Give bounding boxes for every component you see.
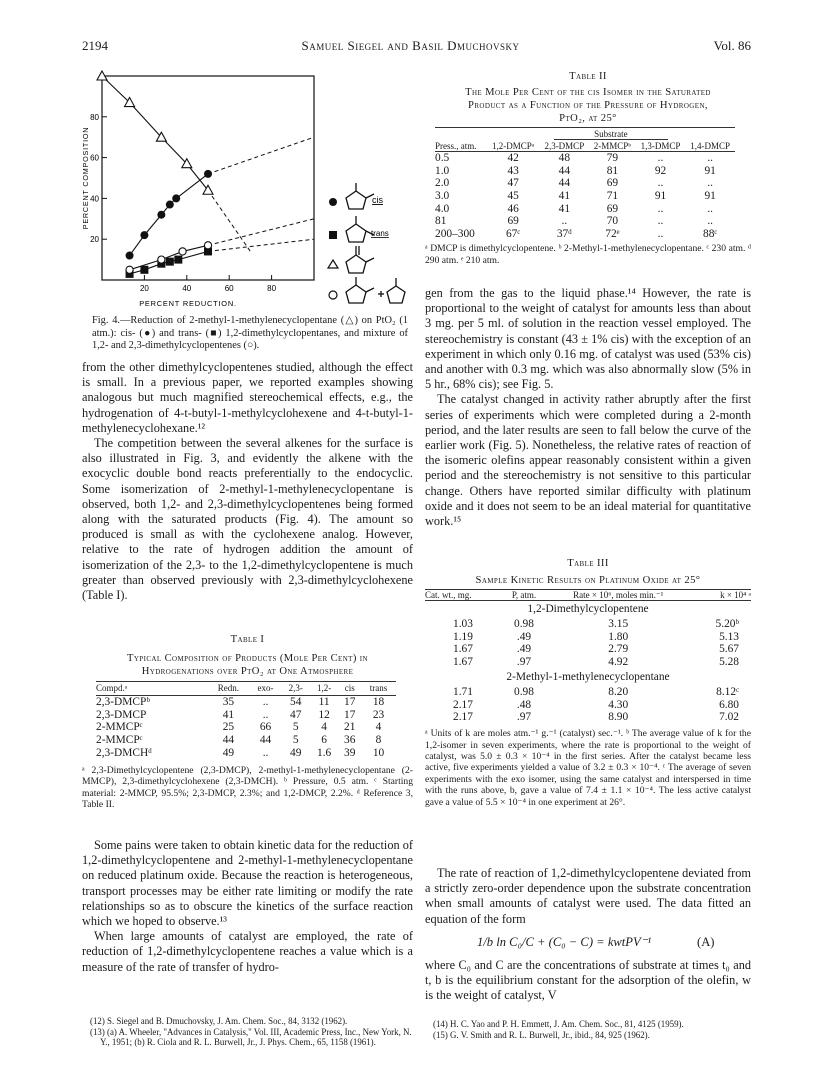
- table-1-note: ᵃ 2,3-Dimethylcyclopentene (2,3-DMCP), 2-methyl-1-methylenecyclopentane (2-MMCP), 2,3-dimethylcyclohexene (2,3-DMCH). ᵇ Pressure, 0.5 atm. ᶜ Starting material: 2-MMCP, 95.5%; 2,3-DMCP, 2.3%; and 1,2-DMCP, 2.2%. ᵈ Reference 3, Table II.: [82, 764, 413, 810]
- table-cell: 92: [654, 164, 667, 177]
- table-row: [425, 686, 751, 699]
- footnote: (14) H. C. Yao and P. H. Emmett, J. Am. Chem. Soc., 81, 4125 (1959).: [433, 1019, 684, 1029]
- table-2-title-line3: PtO₂, at 25°: [559, 113, 617, 124]
- table-row: [435, 152, 735, 165]
- table-cell: 37ᵈ: [556, 227, 572, 240]
- table-3-note: ᵃ Units of k are moles atm.⁻¹ g.⁻¹ (catalyst) sec.⁻¹. ᵇ The average value of k for the 1,2-isomer in seven experiments, where the rate is proportional to the weight of catalyst, was 5.0 ± 0.3 × 10⁻⁴ in the first series. After the catalyst became less active, five experiments yielded a value of 3.2 ± 0.3 × 10⁻⁴. ᶜ The average of seven experiments with the exo isomer, using the same catalyst and interspersed in time with the runs above, b, gave a value of 7.4 ± 1.1 × 10⁻⁴. The less active catalyst gave a value of 5.5 × 10⁻⁴ in one experiment at 26°.: [425, 728, 751, 808]
- figure-caption: Fig. 4.—Reduction of 2-methyl-1-methylenecyclopentane (△) on PtO₂ (1 atm.): cis- (●) and trans- (■) 1,2-dimethylcyclopentanes, and mixture of 1,2- and 2,3-dimethylcyclopentenes (○).: [92, 315, 408, 352]
- table-cell: 44: [558, 164, 571, 177]
- table-group-row: [425, 601, 751, 618]
- table-cell: 1.6: [317, 746, 332, 759]
- table-cell: 2,3-DMCHᵈ: [96, 746, 152, 759]
- table-2-title-line2: Product as a Function of the Pressure of Hydrogen,: [468, 100, 708, 111]
- data-point-cis: [126, 252, 134, 260]
- table-3-grid: [425, 589, 751, 724]
- table-cell: ..: [657, 177, 664, 190]
- left-column-continued: [82, 838, 413, 975]
- table-cell: 0.98: [514, 685, 534, 698]
- column-header: Compd.ᵃ: [96, 683, 128, 693]
- table-cell: 47: [507, 177, 519, 190]
- data-point-cis: [166, 201, 174, 209]
- table-cell: 67ᶜ: [505, 227, 521, 240]
- column-header: exo-: [257, 683, 274, 693]
- table-cell: 2.17: [453, 711, 473, 724]
- equation-a: [425, 931, 751, 955]
- table-cell: 2.79: [608, 643, 629, 656]
- table-cell: 69: [606, 177, 619, 190]
- table-cell: 79: [606, 152, 619, 165]
- table-2-grid: [435, 127, 735, 240]
- footnote: (12) S. Siegel and B. Dmuchovsky, J. Am. Chem. Soc., 84, 3132 (1962).: [90, 1016, 348, 1026]
- column-header: 1,2-DMCPᵃ: [492, 140, 535, 151]
- table-cell: 49: [222, 746, 235, 759]
- table-cell: 10: [372, 746, 385, 759]
- table-row: [96, 721, 396, 734]
- table-3-label: Table III: [567, 558, 609, 569]
- footnote: (13) (a) A. Wheeler, "Advances in Catalysis," Vol. III, Academic Press, Inc., New York, N. Y., 1951; (b) R. Ciola and R. L. Burwell, Jr., J. Phys. Chem., 65, 1158 (1961).: [90, 1026, 412, 1048]
- column-header: Rate × 10⁶, moles min.⁻¹: [573, 590, 664, 600]
- table-cell: 6: [321, 734, 327, 747]
- table-cell: 5: [292, 721, 299, 734]
- table-1-grid: [96, 681, 396, 760]
- table-1-title: Typical Composition of Products (Mole Per Cent) in: [126, 653, 368, 664]
- paragraph: When large amounts of catalyst are employed, the rate of reduction of 1,2-dimethylcyclopentene reaches a value which is a measure of the rate of transfer of hydro-: [82, 929, 413, 974]
- table-cell: .48: [516, 698, 532, 711]
- table-cell: 2,3-DMCP: [96, 708, 147, 721]
- data-point-cyclopentenes: [158, 256, 165, 263]
- column-header: Redn.: [217, 683, 240, 693]
- data-point-cis: [204, 170, 212, 178]
- table-group-label: 2-Methyl-1-methylenecyclopentane: [506, 670, 670, 683]
- table-cell: 41: [558, 189, 571, 202]
- table-cell: 7.02: [719, 711, 739, 724]
- table-cell: 5.28: [719, 656, 739, 669]
- legend-trans-label: trans: [371, 229, 389, 238]
- table-cell: 0.5: [435, 152, 450, 165]
- column-header: 2,3-: [288, 683, 303, 693]
- table-cell: 91: [654, 189, 667, 202]
- header-title: Samuel Siegel and Basil Dmuchovsky: [301, 38, 520, 53]
- x-tick-label: 80: [267, 284, 277, 293]
- table-cell: 1.0: [435, 164, 450, 177]
- table-row: [425, 699, 751, 712]
- table-row: [435, 228, 735, 241]
- table-row: [435, 165, 735, 178]
- table-cell: 42: [507, 152, 519, 165]
- table-cell: 44: [222, 734, 235, 747]
- table-cell: 21: [344, 721, 356, 734]
- right-footnotes: [425, 1019, 751, 1040]
- table-row: [425, 631, 751, 644]
- table-cell: 8.12ᶜ: [716, 685, 739, 698]
- table-cell: ..: [262, 708, 269, 721]
- column-header: 2-MMCPᵇ: [593, 140, 632, 151]
- table-cell: ..: [657, 152, 664, 165]
- table-cell: 17: [344, 695, 356, 708]
- table-cell: 47: [290, 708, 302, 721]
- table-cell: 81: [435, 215, 447, 228]
- table-cell: 200–300: [435, 227, 475, 240]
- table-cell: ..: [707, 177, 714, 190]
- y-tick-label: 20: [90, 235, 99, 245]
- table-2-title: The Mole Per Cent of the cis Isomer in the Saturated: [465, 87, 711, 98]
- paragraph: Some pains were taken to obtain kinetic data for the reduction of 1,2-dimethylcyclopentene and 2-methyl-1-methylenecyclopentane on reduced platinum oxide. Because the reaction is heterogeneous, transport processes may be either rate limiting or modify the rate relationships so as to obscure the kinetics of the surface reaction which we hoped to observe.¹³: [82, 838, 413, 929]
- table-1-title-line2: Hydrogenations over PtO₂ at One Atmosphere: [141, 666, 354, 677]
- column-header: trans: [369, 683, 388, 693]
- table-cell: 71: [606, 189, 619, 202]
- table-cell: 2.0: [435, 177, 450, 190]
- table-cell: 4: [321, 721, 327, 734]
- data-point-trans: [166, 258, 174, 266]
- y-tick-label: 40: [90, 194, 99, 204]
- table-cell: 5: [292, 734, 299, 747]
- table-row: [425, 618, 751, 631]
- table-row: [96, 709, 396, 722]
- table-cell: 48: [558, 152, 571, 165]
- left-footnotes: [82, 1016, 413, 1048]
- table-cell: 91: [704, 189, 716, 202]
- column-header: 1,3-DMCP: [640, 140, 681, 151]
- table-2-note: ᵃ DMCP is dimethylcyclopentene. ᵇ 2-Methyl-1-methylenecyclopentane. ᶜ 230 atm. ᵈ 290 atm. ᵉ 210 atm.: [425, 243, 751, 266]
- table-cell: 36: [344, 734, 356, 747]
- left-column: [82, 360, 413, 603]
- legend-markers: [328, 198, 338, 299]
- table-cell: 72ᵉ: [605, 227, 620, 240]
- table-cell: 1.80: [608, 630, 629, 643]
- footnote: (15) G. V. Smith and R. L. Burwell, Jr., ibid., 84, 925 (1962).: [433, 1029, 650, 1040]
- right-column-continued: [425, 866, 751, 1003]
- data-point-cis: [172, 194, 180, 202]
- table-cell: ..: [657, 202, 664, 215]
- column-header: 2,3-DMCP: [544, 140, 585, 151]
- table-cell: 5.13: [719, 630, 739, 643]
- table-cell: ..: [657, 227, 664, 240]
- table-cell: .49: [516, 630, 532, 643]
- column-header: cis: [344, 683, 355, 693]
- table-cell: 18: [372, 695, 385, 708]
- table-cell: 91: [704, 164, 716, 177]
- table-group-label: 1,2-Dimethylcyclopentene: [527, 603, 649, 615]
- table-3: [425, 557, 751, 808]
- data-point-cyclopentenes: [126, 266, 133, 273]
- table-cell: 1.03: [453, 617, 473, 630]
- table-cell: 2-MMCPᶜ: [96, 734, 143, 747]
- table-cell: 8: [375, 734, 382, 747]
- table-cell: 12: [318, 708, 330, 721]
- figure-4-chart: [78, 70, 410, 310]
- table-cell: 70: [606, 215, 619, 228]
- x-axis-label: PERCENT REDUCTION.: [139, 299, 237, 308]
- table-cell: 5.20ᵇ: [715, 617, 739, 630]
- table-cell: 41: [222, 708, 235, 721]
- table-cell: 69: [507, 215, 519, 228]
- table-cell: 2.17: [453, 698, 473, 711]
- column-header: Press., atm.: [435, 140, 477, 151]
- table-cell: 4.92: [608, 656, 629, 669]
- table-cell: 11: [318, 695, 330, 708]
- column-header: k × 10⁴ ᵃ: [720, 590, 751, 600]
- table-cell: 17: [344, 708, 356, 721]
- right-column: [425, 286, 751, 529]
- data-point-trans: [140, 266, 148, 274]
- table-cell: 2-MMCPᶜ: [96, 721, 143, 734]
- table-row: [425, 711, 751, 724]
- series-extrapolation: [208, 190, 250, 251]
- table-row: [435, 203, 735, 216]
- x-tick-label: 60: [224, 284, 234, 293]
- table-cell: 4.0: [435, 202, 450, 215]
- table-cell: 2,3-DMCPᵇ: [96, 695, 150, 708]
- table-cell: 69: [606, 202, 619, 215]
- table-cell: ..: [262, 746, 269, 759]
- series-extrapolation: [208, 219, 314, 246]
- table-cell: ..: [657, 215, 664, 228]
- table-cell: ..: [707, 215, 714, 228]
- table-3-title: Sample Kinetic Results on Platinum Oxide at 25°: [475, 575, 701, 586]
- column-header: 1,2-: [317, 683, 332, 693]
- table-cell: 8.20: [608, 685, 629, 698]
- table-cell: 1.67: [453, 643, 473, 656]
- paragraph: gen from the gas to the liquid phase.¹⁴ However, the rate is proportional to the weight of catalyst for amounts less than about 3 mg. per 5 ml. of solution in the reaction vessel employed. The stereochemistry is constant (43 ± 1% cis) with the exception of an experiment in which only 0.16 mg. of catalyst was used (53% cis) and another with 0.3 mg. which was also abnormally slow (5% in 5 hr., 68% cis); see Fig. 5.: [425, 286, 751, 392]
- table-row: [435, 177, 735, 190]
- data-point-cyclopentenes: [179, 248, 186, 255]
- column-header: Cat. wt., mg.: [425, 590, 472, 600]
- paragraph: The rate of reaction of 1,2-dimethylcyclopentene deviated from a strictly zero-order dependence upon the substrate concentration when small amounts of catalyst were used. The data fitted an equation of the form: [425, 866, 751, 926]
- table-cell: 54: [290, 695, 302, 708]
- volume-label: Vol. 86: [713, 38, 751, 53]
- y-axis-label: PERCENT COMPOSITION: [81, 126, 90, 230]
- data-point-trans: [174, 256, 182, 264]
- series-extrapolation: [208, 137, 314, 174]
- table-cell: 88ᶜ: [703, 227, 718, 240]
- equation: 1/b ln C₀/C + (C₀ − C) = kwtPV⁻¹: [477, 934, 652, 949]
- running-header: [0, 38, 821, 58]
- table-row: [425, 643, 751, 656]
- x-tick-label: 40: [182, 284, 192, 293]
- table-cell: ..: [262, 695, 269, 708]
- table-row: [96, 734, 396, 747]
- table-2-label: Table II: [569, 71, 607, 82]
- table-cell: 25: [222, 721, 235, 734]
- table-cell: ..: [707, 152, 714, 165]
- y-tick-label: 80: [90, 112, 99, 122]
- table-cell: 35: [222, 695, 235, 708]
- table-cell: 44: [259, 734, 272, 747]
- y-tick-label: 60: [90, 153, 99, 163]
- series-line: [102, 76, 208, 190]
- table-cell: 1.67: [453, 656, 473, 669]
- table-1: [82, 633, 413, 810]
- table-cell: 5.67: [719, 643, 739, 656]
- table-cell: 45: [507, 189, 519, 202]
- table-cell: 43: [507, 164, 519, 177]
- table-1-label: Table I: [230, 634, 265, 645]
- column-header: P, atm.: [511, 590, 537, 600]
- table-row: [435, 190, 735, 203]
- column-header: 1,4-DMCP: [690, 140, 731, 151]
- table-cell: .97: [516, 656, 532, 669]
- paragraph: from the other dimethylcyclopentenes studied, although the effect is small. In a previous paper, we reported examples showing analogous but much magnified stereochemical effects, e.g., the hydrogenation of 4-t-butyl-1-methylcyclohexene and 4-t-butyl-1-methylenecyclohexane.¹²: [82, 360, 413, 435]
- table-cell: 46: [507, 202, 519, 215]
- table-cell: 4: [375, 721, 382, 734]
- table-cell: 6.80: [719, 698, 739, 711]
- table-cell: 8.90: [608, 711, 629, 724]
- data-point-cyclopentenes: [204, 242, 211, 249]
- paragraph: where C₀ and C are the concentrations of substrate at times t₀ and t, b is the equilibrium constant for the adsorption of the olefin, w is the weight of catalyst, V: [425, 957, 751, 1003]
- table-cell: 1.19: [453, 630, 473, 643]
- substrate-heading: Substrate: [554, 129, 668, 140]
- table-cell: 3.15: [608, 617, 629, 630]
- table-group-row: [425, 669, 751, 686]
- table-row: [96, 747, 396, 760]
- x-tick-label: 20: [139, 284, 149, 293]
- table-cell: 4.30: [608, 698, 629, 711]
- table-row: [435, 215, 735, 228]
- table-cell: 1.71: [453, 685, 473, 698]
- table-cell: 81: [606, 164, 619, 177]
- table-cell: 23: [372, 708, 385, 721]
- table-cell: ..: [707, 202, 714, 215]
- table-cell: 0.98: [514, 617, 534, 630]
- table-cell: 41: [558, 202, 571, 215]
- paragraph: The catalyst changed in activity rather abruptly after the first series of experiments which were completed during a 2-month period, and the later results are seen to fall below the curve of the earlier work (Fig. 5). Nonetheless, the relative rates of reaction of the isomeric olefins appear reasonably consistent within a given period and the stereochemistry is not sensitive to this particular change. Others have reported similar difficulty with platinum oxide and it does not seem to be an ideal material for quantitative work.¹⁵: [425, 392, 751, 529]
- table-cell: .49: [516, 643, 532, 656]
- table-cell: 39: [344, 746, 356, 759]
- table-cell: 3.0: [435, 189, 450, 202]
- data-point-cis: [140, 231, 148, 239]
- figure-4: [78, 70, 410, 310]
- data-point-cis: [157, 211, 165, 219]
- legend-cis-label: cis: [372, 195, 383, 205]
- equation-number: (A): [697, 934, 715, 949]
- paragraph: The competition between the several alkenes for the surface is also illustrated in Fig. 3, and evidently the alkene with the exocyclic double bond reacts preferentially to the endocyclic. Some isomerization of 2-methyl-1-methylenecyclopentane is observed, both 1,2- and 2,3-dimethylcyclopentenes being formed along with the saturated products (Fig. 4). The amount so produced is small as with the cyclohexene analog. However, relative to the rate of hydrogen addition the amount of isomerization of the 2,3- to the 1,2-dimethylcyclopentene is much greater than observed previously with 2,3-dimethylcyclohexene (Table I).: [82, 436, 413, 603]
- table-row: [96, 695, 396, 708]
- series-line: [130, 174, 208, 256]
- table-cell: 66: [259, 721, 272, 734]
- table-cell: 44: [558, 177, 571, 190]
- table-row: [425, 656, 751, 669]
- table-cell: ..: [561, 215, 568, 228]
- page-number: 2194: [82, 38, 108, 53]
- table-cell: .97: [516, 711, 532, 724]
- table-2: [425, 70, 751, 266]
- table-cell: 49: [290, 746, 302, 759]
